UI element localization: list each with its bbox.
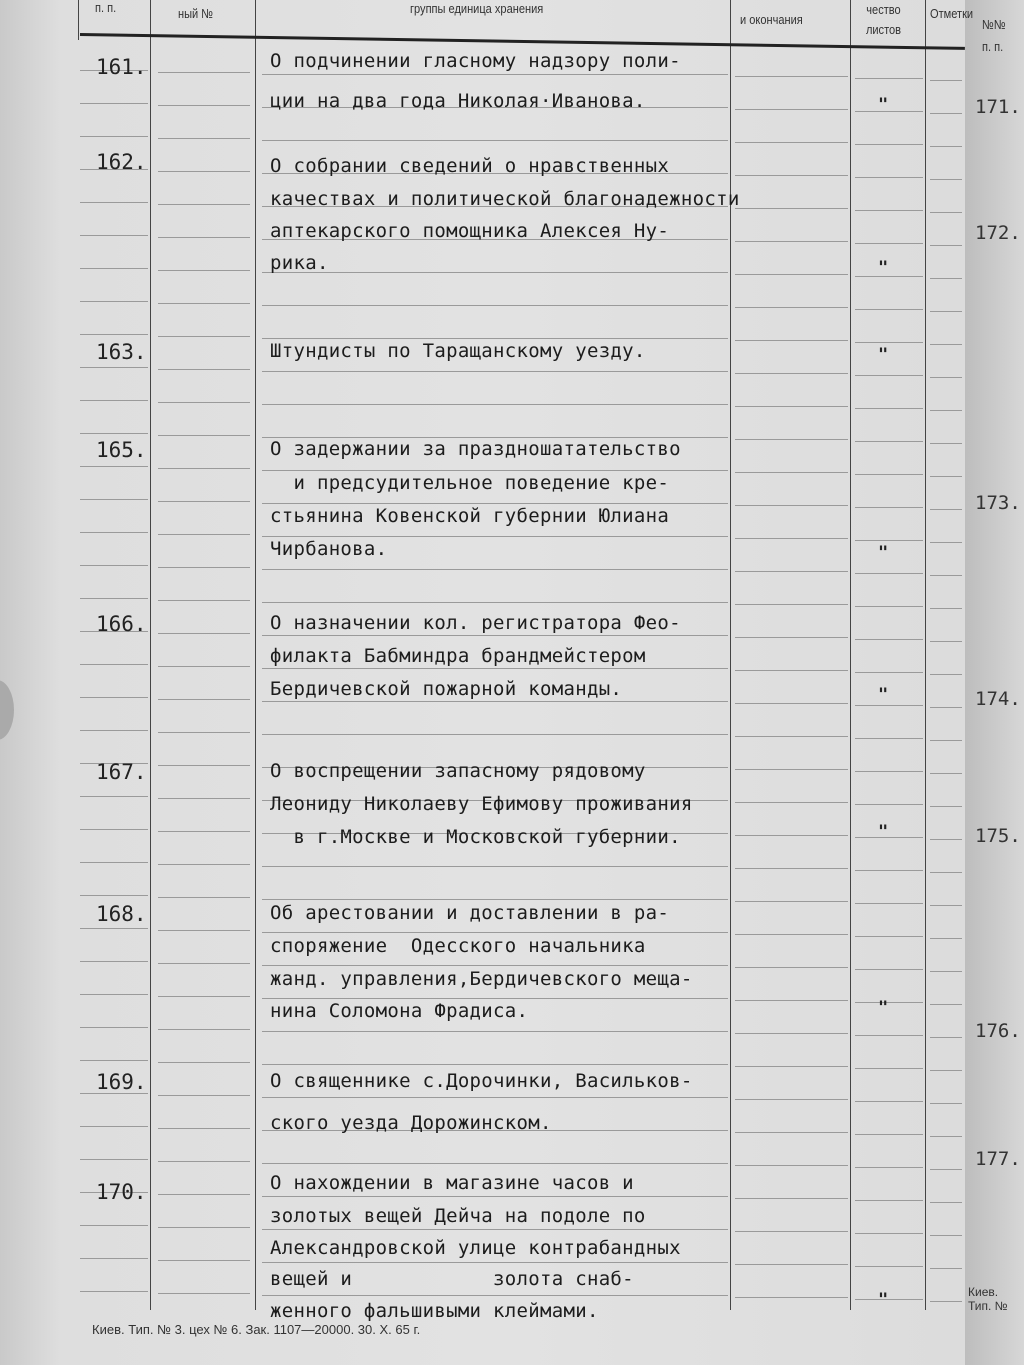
ruled-line [80,367,148,368]
ruled-line [855,738,923,739]
ruled-line [80,136,148,137]
column-divider [150,0,151,1310]
ruled-line [262,965,728,966]
entry-title-line: О священнике с.Дорочинки, Васильков- [270,1070,693,1092]
header-sheets: чество листов [865,2,902,37]
ruled-line [855,1200,923,1201]
ruled-line [930,146,962,147]
ruled-line [930,773,962,774]
ruled-line [735,802,848,803]
ruled-line [262,1262,728,1263]
ruled-line [80,466,148,467]
entry-title-line: О собрании сведений о нравственных [270,155,670,177]
column-divider [850,0,851,1310]
ruled-line [262,932,728,933]
ruled-line [262,1196,728,1197]
ruled-line [158,963,250,964]
ruled-line [930,113,962,114]
ruled-line [158,204,250,205]
ruled-line [262,1295,728,1296]
ruled-line [735,868,848,869]
ruled-line [735,703,848,704]
ruled-line [158,336,250,337]
ruled-line [855,573,923,574]
right-page-number: 177. [975,1148,1021,1170]
ruled-line [80,895,148,896]
ruled-line [930,1235,962,1236]
ruled-line [855,375,923,376]
ruled-line [735,175,848,176]
ruled-line [158,732,250,733]
sheets-ditto-mark: " [878,345,889,365]
ruled-line [80,862,148,863]
entry-number: 165. [96,438,147,462]
ruled-line [262,404,728,405]
ruled-line [735,1165,848,1166]
ruled-line [930,542,962,543]
ruled-line [158,501,250,502]
ruled-line [735,1297,848,1298]
ruled-line [855,1134,923,1135]
ruled-line [262,734,728,735]
ruled-line [80,202,148,203]
entry-title-line: О воспрещении запасному рядовому [270,760,646,782]
ruled-line [930,278,962,279]
entry-number: 170. [96,1180,147,1204]
entry-title-line: Об арестовании и доставлении в ра- [270,902,670,924]
ruled-line [80,400,148,401]
ruled-line [735,1099,848,1100]
ruled-line [262,272,728,273]
ruled-line [158,996,250,997]
ruled-line [158,831,250,832]
header-dates: и окончания [740,12,803,27]
ruled-line [262,1064,728,1065]
ruled-line [80,1258,148,1259]
entry-title-line: в г.Москве и Московской губернии. [270,826,681,848]
ruled-line [930,1103,962,1104]
ruled-line [855,969,923,970]
entry-number: 162. [96,150,147,174]
ruled-line [158,303,250,304]
entry-title-line: О назначении кол. регистратора Фео- [270,612,681,634]
entry-number: 163. [96,340,147,364]
entry-title-line: Леониду Николаеву Ефимову проживания [270,793,693,815]
ruled-line [930,674,962,675]
ruled-line [855,1266,923,1267]
ruled-line [158,897,250,898]
ruled-line [80,598,148,599]
sheets-ditto-mark: " [878,258,889,278]
ruled-line [735,241,848,242]
ruled-line [930,1136,962,1137]
entry-title-line: и предсудительное поведение кре- [270,472,670,494]
entry-title-line: женного фальшивыми клеймами. [270,1300,599,1322]
ruled-line [262,668,728,669]
ruled-line [930,608,962,609]
ruled-line [80,499,148,500]
ruled-line [930,1037,962,1038]
ruled-line [735,1132,848,1133]
ruled-line [80,994,148,995]
ruled-line [80,1159,148,1160]
ruled-line [158,1029,250,1030]
ruled-line [855,771,923,772]
entry-title-line: качествах и политической благонадежности [270,188,740,210]
ruled-line [158,1095,250,1096]
column-divider [255,0,256,1310]
ruled-line [930,179,962,180]
ruled-line [855,1233,923,1234]
entry-number: 169. [96,1070,147,1094]
sheets-ditto-mark: " [878,822,889,842]
entry-title-line: золотых вещей Дейча на подоле по [270,1205,646,1227]
entry-number: 161. [96,55,147,79]
ruled-line [80,565,148,566]
ruled-line [930,1070,962,1071]
ruled-line [158,270,250,271]
ruled-line [855,144,923,145]
ruled-line [262,74,728,75]
ruled-line [80,796,148,797]
ruled-line [80,1027,148,1028]
ruled-line [735,1000,848,1001]
ruled-line [855,111,923,112]
ruled-line [855,276,923,277]
ruled-line [262,866,728,867]
ruled-line [80,1060,148,1061]
ruled-line [855,1101,923,1102]
ruled-line [930,839,962,840]
ruled-line [735,571,848,572]
ruled-line [735,373,848,374]
ruled-line [930,509,962,510]
entry-title-line: стьянина Ковенской губернии Юлиана [270,505,670,527]
ruled-line [855,936,923,937]
ruled-line [855,1035,923,1036]
ruled-line [735,1264,848,1265]
ruled-line [262,1097,728,1098]
ruled-line [855,507,923,508]
entry-title-line: филакта Бабминдра брандмейстером [270,645,646,667]
ruled-line [158,765,250,766]
ruled-line [855,870,923,871]
entry-title-line: рика. [270,252,329,274]
ruled-line [855,606,923,607]
ruled-line [80,664,148,665]
ruled-line [735,472,848,473]
entry-number: 168. [96,902,147,926]
ruled-line [158,435,250,436]
ruled-line [930,245,962,246]
ruled-line [855,210,923,211]
ruled-line [930,971,962,972]
ruled-line [930,410,962,411]
ruled-line [855,1299,923,1300]
header-inv: ный № [178,6,214,21]
ruled-line [262,1229,728,1230]
ruled-line [855,1002,923,1003]
sheets-ditto-mark: " [878,685,889,705]
ruled-line [158,138,250,139]
ruled-line [158,798,250,799]
ruled-line [80,532,148,533]
ruled-line [930,938,962,939]
entry-title-line: Штундисты по Таращанскому уезду. [270,340,646,362]
ruled-line [262,569,728,570]
ruled-line [262,371,728,372]
ruled-line [930,377,962,378]
header-notes: Отметки [930,6,974,21]
ruled-line [855,1167,923,1168]
ruled-line [735,76,848,77]
ruled-line [930,1268,962,1269]
ruled-line [158,369,250,370]
sheets-ditto-mark: " [878,543,889,563]
ruled-line [735,604,848,605]
ruled-line [158,567,250,568]
sheets-ditto-mark: " [878,95,889,115]
ruled-line [930,476,962,477]
ruled-line [735,736,848,737]
ruled-line [158,864,250,865]
sheets-ditto-mark: " [878,998,889,1018]
ruled-line [855,309,923,310]
ruled-line [855,837,923,838]
ruled-line [930,443,962,444]
ruled-line [930,311,962,312]
ruled-line [158,1260,250,1261]
ruled-line [80,103,148,104]
ruled-line [930,740,962,741]
entry-title-line: вещей и золота снаб- [270,1268,634,1290]
ruled-line [930,1301,962,1302]
ruled-line [80,301,148,302]
right-page-number: 171. [975,96,1021,118]
ruled-line [262,998,728,999]
ruled-line [930,905,962,906]
ruled-line [855,672,923,673]
entry-number: 166. [96,612,147,636]
ruled-line [262,1031,728,1032]
ruled-line [930,1202,962,1203]
ruled-line [855,1068,923,1069]
ruled-line [80,1291,148,1292]
ruled-line [930,344,962,345]
ruled-line [735,274,848,275]
ruled-line [80,961,148,962]
ruled-line [80,697,148,698]
printer-footer: Киев. Тип. № 3. цех № 6. Зак. 1107—20000. 30. X. 65 г. [92,1322,421,1337]
right-page-number: 176. [975,1020,1021,1042]
ruled-line [735,769,848,770]
ruled-line [855,408,923,409]
column-divider [78,0,79,40]
ruled-line [855,78,923,79]
ruled-line [855,441,923,442]
ruled-line [855,342,923,343]
ruled-line [735,1231,848,1232]
ruled-line [930,1004,962,1005]
ruled-line [262,470,728,471]
column-divider [925,0,926,1310]
ruled-line [735,538,848,539]
ruled-line [158,105,250,106]
ruled-line [735,1033,848,1034]
ruled-line [735,208,848,209]
ruled-line [158,402,250,403]
ruled-line [158,930,250,931]
ruled-line [158,1194,250,1195]
ruled-line [735,934,848,935]
ruled-line [80,829,148,830]
ruled-line [735,670,848,671]
entry-title-line: О задержании за праздношатательство [270,438,681,460]
ruled-line [930,806,962,807]
ruled-line [930,80,962,81]
entry-title-line: жанд. управления,Бердичевского меща- [270,968,693,990]
ruled-line [262,1163,728,1164]
ruled-line [262,305,728,306]
right-page-number: 174. [975,688,1021,710]
ruled-line [262,338,728,339]
ruled-line [855,903,923,904]
ruled-line [855,804,923,805]
entry-title-line: Чирбанова. [270,538,388,560]
header-title: группы единица хранения [410,1,544,16]
ruled-line [735,307,848,308]
ruled-line [158,534,250,535]
ruled-line [855,705,923,706]
ruled-line [735,142,848,143]
ruled-line [855,243,923,244]
entry-title-line: О нахождении в магазине часов и [270,1172,634,1194]
ruled-line [158,633,250,634]
ruled-line [930,872,962,873]
ruled-line [262,140,728,141]
ruled-line [80,433,148,434]
ruled-line [735,439,848,440]
ruled-line [158,1128,250,1129]
ruled-line [262,503,728,504]
ruled-line [855,177,923,178]
ruled-line [855,540,923,541]
ruled-line [855,474,923,475]
ruled-line [158,1227,250,1228]
ruled-line [930,575,962,576]
ruled-line [158,1161,250,1162]
entry-number: 167. [96,760,147,784]
entry-title-line: нина Соломона Фрадиса. [270,1000,529,1022]
printer-footer-right: Киев. Тип. № [968,1285,1008,1313]
ruled-line [262,536,728,537]
ruled-line [80,730,148,731]
ruled-line [262,635,728,636]
ruled-line [158,699,250,700]
right-page-number: 175. [975,825,1021,847]
ruled-line [262,899,728,900]
ruled-line [80,928,148,929]
ruled-line [80,1225,148,1226]
right-page-number: 173. [975,492,1021,514]
entry-title-line: аптекарского помощника Алексея Ну- [270,220,670,242]
entry-title-line: ского уезда Дорожинском. [270,1112,552,1134]
ruled-line [80,235,148,236]
ruled-line [262,602,728,603]
ruled-line [735,637,848,638]
ruled-line [158,1062,250,1063]
ruled-line [158,171,250,172]
ruled-line [158,468,250,469]
ruled-line [930,641,962,642]
entry-title-line: О подчинении гласному надзору поли- [270,50,681,72]
ruled-line [735,109,848,110]
ruled-line [158,1293,250,1294]
ruled-line [735,505,848,506]
ruled-line [930,707,962,708]
entry-title-line: ции на два года Николая·Иванова. [270,90,646,112]
ruled-line [158,666,250,667]
ruled-line [735,967,848,968]
ruled-line [735,340,848,341]
ruled-line [80,1126,148,1127]
header-no: п. п. [95,0,117,15]
ruled-line [735,1198,848,1199]
entry-title-line: Александровской улице контрабандных [270,1237,681,1259]
ruled-line [930,1169,962,1170]
ruled-line [80,334,148,335]
ruled-line [158,237,250,238]
entry-title-line: Бердичевской пожарной команды. [270,678,623,700]
right-page-number: 172. [975,222,1021,244]
header-right: №№ п. п. [982,17,1006,54]
ruled-line [735,901,848,902]
ruled-line [735,406,848,407]
ruled-line [262,701,728,702]
ruled-line [158,600,250,601]
ruled-line [855,639,923,640]
ruled-line [158,72,250,73]
ruled-line [80,268,148,269]
sheets-ditto-mark: " [878,1290,889,1310]
ruled-line [735,835,848,836]
ruled-line [735,1066,848,1067]
ruled-line [930,212,962,213]
entry-title-line: споряжение Одесского начальника [270,935,646,957]
